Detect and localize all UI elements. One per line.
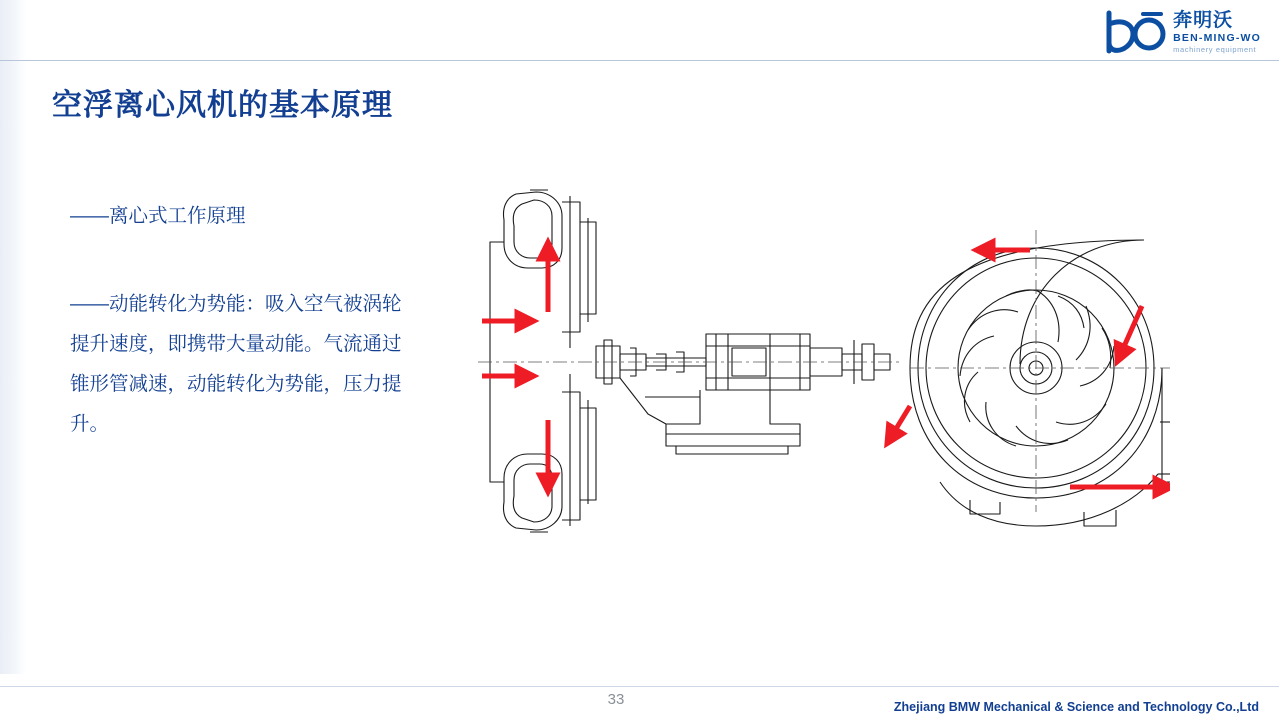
page-title: 空浮离心风机的基本原理 xyxy=(52,89,393,122)
header-divider xyxy=(0,60,1279,61)
body-content xyxy=(70,196,420,444)
logo-text-block xyxy=(1173,11,1261,54)
body-line-2: ——动能转化为势能：吸入空气被涡轮提升速度，即携带大量动能。气流通过锥形管减速，动能转化为势能，压力提升。 xyxy=(70,293,402,435)
logo-english-name: BEN-MING-WO xyxy=(1173,31,1261,44)
blower-diagram xyxy=(470,182,1170,555)
logo-tagline: machinery equipment xyxy=(1173,44,1257,54)
footer-divider xyxy=(0,686,1279,687)
body-line-1: ——离心式工作原理 xyxy=(70,205,246,227)
left-accent-band xyxy=(0,0,26,720)
company-logo xyxy=(1051,8,1261,56)
footer-company-name: Zhejiang BMW Mechanical & Science and Technology Co.,Ltd xyxy=(893,700,1259,714)
logo-chinese-name: 奔明沃 xyxy=(1173,9,1234,31)
footer xyxy=(0,674,1279,720)
bo-monogram-icon xyxy=(1103,10,1167,54)
page-number: 33 xyxy=(607,691,625,708)
